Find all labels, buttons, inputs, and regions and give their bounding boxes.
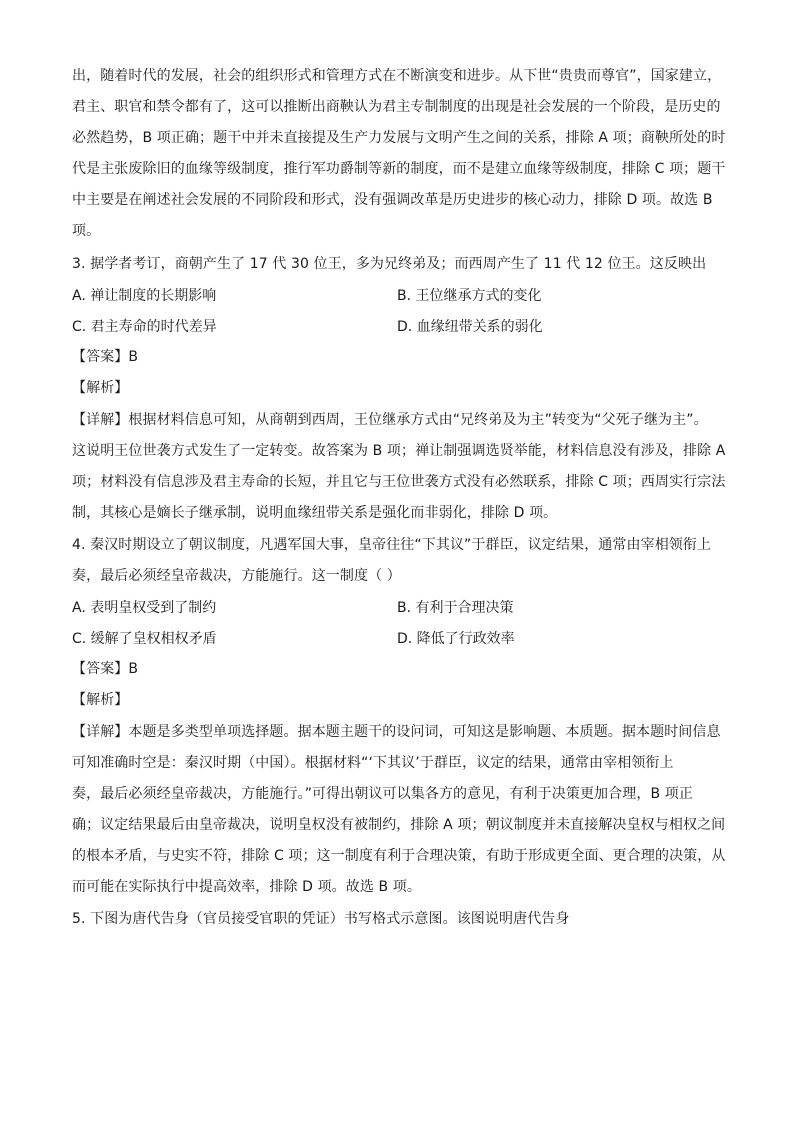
question-3-analysis-label: 【解析】 <box>72 380 129 396</box>
text-line: 代是主张废除旧的血缘等级制度，推行军功爵制等新的制度，而不是建立血缘等级制度，排除 C 项；题干 <box>72 161 726 177</box>
text-line: 君主、职官和禁令都有了，这可以推断出商鞅认为君主专制制度的出现是社会发展的一个阶段，是历史的 <box>72 99 721 115</box>
question-3-option-c: C. 君主寿命的时代差异 <box>72 319 217 335</box>
question-4-answer: 【答案】B <box>72 661 139 677</box>
question-3-answer: 【答案】B <box>72 349 139 365</box>
text-line: 必然趋势，B 项正确；题干中并未直接提及生产力发展与文明产生之间的关系，排除 A 项；商鞅所处的时 <box>72 130 726 146</box>
question-3-detail-line: 【详解】根据材料信息可知，从商朝到西周，王位继承方式由“兄终弟及为主”转变为“父死子继为主”。 <box>72 412 708 428</box>
question-4-detail-line: 确；议定结果最后由皇帝裁决，说明皇权没有被制约，排除 A 项；朝议制度并未直接解决皇权与相权之间 <box>72 817 726 833</box>
question-4-option-c: C. 缓解了皇权相权矛盾 <box>72 631 217 647</box>
text-line: 项。 <box>72 223 101 239</box>
question-3-detail-line: 这说明王位世袭方式发生了一定转变。故答案为 B 项；禅让制强调选贤举能，材料信息没有涉及，排除 A <box>72 443 726 459</box>
question-4-option-d: D. 降低了行政效率 <box>397 631 515 647</box>
question-5-stem: 5. 下图为唐代告身（官员接受官职的凭证）书写格式示意图。该图说明唐代告身 <box>72 911 570 927</box>
text-line: 出，随着时代的发展，社会的组织形式和管理方式在不断演变和进步。从下世“贵贵而尊官”，国家建立， <box>72 68 722 84</box>
question-4-detail-line: 而可能在实际执行中提高效率，排除 D 项。故选 B 项。 <box>72 879 421 895</box>
question-4-analysis-label: 【解析】 <box>72 692 129 708</box>
question-3-detail-line: 项；材料没有信息涉及君主寿命的长短，并且它与王位世袭方式没有必然联系，排除 C 项；西周实行宗法 <box>72 474 726 490</box>
question-3-detail-line: 制，其核心是嫡长子继承制，说明血缘纽带关系是强化而非弱化，排除 D 项。 <box>72 505 558 521</box>
question-3-option-b: B. 王位继承方式的变化 <box>397 288 542 304</box>
question-4-stem-line: 奏，最后必须经皇帝裁决，方能施行。这一制度（ ） <box>72 568 401 584</box>
question-3-stem: 3. 据学者考订，商朝产生了 17 代 30 位王，多为兄终弟及；而西周产生了 11 代 12 位王。这反映出 <box>72 256 707 272</box>
question-4-detail-line: 【详解】本题是多类型单项选择题。据本题主题干的设问词，可知这是影响题、本质题。据本题时间信息 <box>72 724 721 740</box>
question-3-option-d: D. 血缘纽带关系的弱化 <box>397 319 543 335</box>
question-4-detail-line: 奏，最后必须经皇帝裁决，方能施行。”可得出朝议可以集各方的意见，有利于决策更加合理，B 项正 <box>72 786 693 802</box>
text-line: 中主要是在阐述社会发展的不同阶段和形式，没有强调改革是历史进步的核心动力，排除 D 项。故选 B <box>72 192 713 208</box>
question-4-detail-line: 可知准确时空是：秦汉时期（中国）。根据材料“‘下其议’于群臣，议定的结果，通常由宰相领衔上 <box>72 755 674 771</box>
question-3-option-a: A. 禅让制度的长期影响 <box>72 288 217 304</box>
question-4-option-b: B. 有利于合理决策 <box>397 600 514 616</box>
question-4-stem-line: 4. 秦汉时期设立了朝议制度，凡遇军国大事，皇帝往往“下其议”于群臣，议定结果，通常由宰相领衔上 <box>72 537 712 553</box>
question-4-detail-line: 的根本矛盾，与史实不符，排除 C 项；这一制度有利于合理决策，有助于形成更全面、更合理的决策，从 <box>72 848 726 864</box>
question-4-option-a: A. 表明皇权受到了制约 <box>72 600 217 616</box>
